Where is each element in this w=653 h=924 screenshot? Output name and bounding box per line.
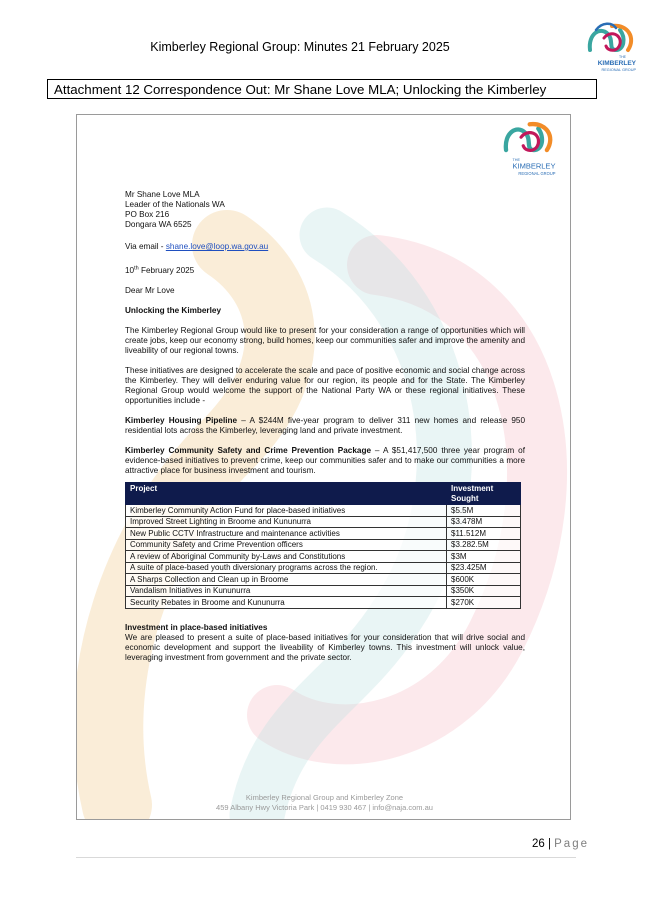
project-cell: Kimberley Community Action Fund for place-based initiatives xyxy=(126,505,447,517)
investment-cell: $3M xyxy=(447,551,521,563)
footer-divider xyxy=(76,857,576,858)
svg-text:THE: THE xyxy=(619,55,626,59)
project-cell: Vandalism Initiatives in Kununurra xyxy=(126,585,447,597)
table-row xyxy=(126,585,521,597)
page-number xyxy=(532,838,589,850)
paragraph-safety xyxy=(125,446,525,476)
letter-footer xyxy=(77,793,571,813)
invest-heading: Investment in place-based initiatives xyxy=(125,622,268,632)
address-line: PO Box 216 xyxy=(125,210,170,219)
investment-cell: $3.478M xyxy=(447,516,521,528)
investment-cell: $11.512M xyxy=(447,528,521,540)
kimberley-logo xyxy=(582,20,637,74)
project-cell: Community Safety and Crime Prevention officers xyxy=(126,539,447,551)
project-cell: Improved Street Lighting in Broome and Kununurra xyxy=(126,516,447,528)
table-row xyxy=(126,516,521,528)
column-header-investment: Investment Sought xyxy=(447,483,521,505)
project-cell: A suite of place-based youth diversionary programs across the region. xyxy=(126,562,447,574)
safety-title: Kimberley Community Safety and Crime Prevention Package xyxy=(125,446,372,455)
via-email-line xyxy=(125,242,525,252)
housing-text: – A $244M five-year program to deliver 311 new homes and release 950 residential lots across the Kimberley, leveraging land and private investment. xyxy=(125,416,525,435)
table-row xyxy=(126,528,521,540)
table-row xyxy=(126,574,521,586)
letter-body xyxy=(125,190,525,663)
paragraph-initiatives: These initiatives are designed to accelerate the scale and pace of positive economic and social change across the Kimberley. They will deliver enduring value for our region, its people and for the State. The Kimberley Regional Group would welcome the support of the National Party WA or these regional initiatives. These opportunities include - xyxy=(125,366,525,405)
page-number-value: 26 xyxy=(531,838,545,850)
table-row xyxy=(126,597,521,609)
address-line: Mr Shane Love MLA xyxy=(125,190,200,199)
projects-table xyxy=(125,482,521,609)
investment-cell: $600K xyxy=(447,574,521,586)
footer-org: Kimberley Regional Group and Kimberley Zone xyxy=(245,793,404,802)
column-header-project: Project xyxy=(126,483,447,505)
letter-date xyxy=(125,266,525,276)
paragraph-housing xyxy=(125,416,525,436)
page-separator: | xyxy=(544,838,555,850)
project-cell: A Sharps Collection and Clean up in Broome xyxy=(126,574,447,586)
paragraph-investment: We are pleased to present a suite of place-based initiatives for your consideration that will drive social and economic development and support the liveability of Kimberley towns. This investment will unlock value, leveraging investment from government and the private sector. xyxy=(125,632,525,662)
page-header-title: Kimberley Regional Group: Minutes 21 February 2025 xyxy=(150,40,450,54)
letter-subject: Unlocking the Kimberley xyxy=(125,306,221,315)
page-label: Page xyxy=(554,838,589,850)
investment-cell: $3.282.5M xyxy=(447,539,521,551)
svg-text:THE: THE xyxy=(512,157,520,162)
address-line: Leader of the Nationals WA xyxy=(125,200,225,209)
footer-contact: 459 Albany Hwy Victoria Park | 0419 930 467 | info@naja.com.au xyxy=(216,803,433,812)
table-row xyxy=(126,551,521,563)
table-row xyxy=(126,562,521,574)
svg-text:REGIONAL GROUP: REGIONAL GROUP xyxy=(601,68,636,72)
via-email-prefix: Via email - xyxy=(125,242,166,251)
email-link[interactable]: shane.love@loop.wa.gov.au xyxy=(165,242,269,251)
investment-cell: $270K xyxy=(447,597,521,609)
date-suffix: th xyxy=(134,265,139,272)
date-day: 10 xyxy=(125,266,135,275)
project-cell: A review of Aboriginal Community by-Laws and Constitutions xyxy=(126,551,447,563)
table-row xyxy=(126,505,521,517)
letter-image xyxy=(76,114,571,820)
attachment-title: Attachment 12 Correspondence Out: Mr Shane Love MLA; Unlocking the Kimberley xyxy=(47,79,597,99)
table-header-row xyxy=(126,483,521,505)
housing-title: Kimberley Housing Pipeline xyxy=(125,416,238,425)
date-month-year: February 2025 xyxy=(138,266,195,275)
address-line: Dongara WA 6525 xyxy=(125,220,192,229)
investment-cell: $350K xyxy=(447,585,521,597)
investment-cell: $23.425M xyxy=(447,562,521,574)
safety-text: – A $51,417,500 three year program of evidence-based initiatives to prevent crime, keep our communities safer and to make our communities a more attractive place for business investment and tourism. xyxy=(125,446,525,475)
investment-cell: $5.5M xyxy=(447,505,521,517)
svg-text:KIMBERLEY: KIMBERLEY xyxy=(512,161,556,171)
paragraph-intro: The Kimberley Regional Group would like to present for your consideration a range of opportunities which will create jobs, keep our economy strong, build homes, keep our communities safer and improve the amenity and liveability of our regional towns. xyxy=(125,326,525,355)
kimberley-logo-letter xyxy=(497,120,557,178)
svg-text:REGIONAL GROUP: REGIONAL GROUP xyxy=(518,170,556,176)
project-cell: Security Rebates in Broome and Kununurra xyxy=(126,597,447,609)
project-cell: New Public CCTV Infrastructure and maintenance activities xyxy=(126,528,447,540)
table-row xyxy=(126,539,521,551)
svg-text:KIMBERLEY: KIMBERLEY xyxy=(597,60,636,67)
recipient-address xyxy=(125,190,525,230)
salutation: Dear Mr Love xyxy=(125,286,175,295)
